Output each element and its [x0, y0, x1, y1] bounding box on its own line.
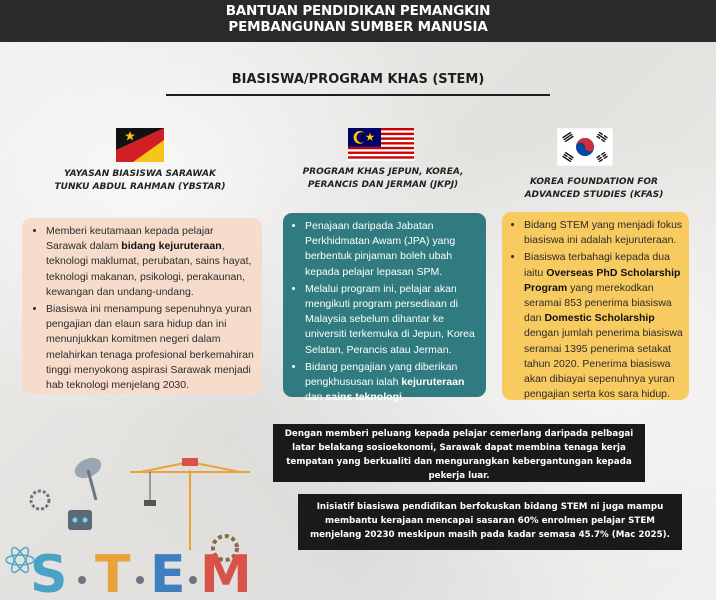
list-item: • Penajaan daripada Jabatan Perkhidmatan Awam (JPA) yang berbentuk pinjaman boleh ubah kepada pelajar lepasan SPM. [305, 219, 480, 280]
list-item: • Biasiswa terbahagi kepada dua iaitu Overseas PhD Scholarship Program yang merekodkan seramai 853 penerima biasiswa dan Domestic Scholarship dengan jumlah penerima biasiswa seramai 1395 penerima setakat tahun 2020. Penerima biasiswa akan dibiayai sepenuhnya yuran pengajian serta kos sara hidup. [524, 250, 683, 402]
target-note: Inisiatif biasiswa pendidikan berfokuskan bidang STEM ni juga mampu membantu kerajaan mencapai sasaran 60% enrolmen pelajar STEM menjelang 20230 meskipun masih pada kadar semasa 45.7% (Mac 2025). [298, 494, 682, 550]
satellite-dish-icon [72, 454, 105, 500]
jkpj-title: PROGRAM KHAS JEPUN, KOREA, PERANCIS DAN JERMAN (JKPJ) [302, 167, 464, 190]
header-line-1: BANTUAN PENDIDIKAN PEMANGKIN [225, 3, 491, 19]
korea-flag-icon [557, 128, 613, 166]
stem-letter-t: T [95, 545, 131, 600]
ybstar-card [22, 218, 262, 394]
page-header [0, 0, 716, 42]
header-line-2: PEMBANGUNAN SUMBER MANUSIA [228, 19, 488, 35]
list-item: • Bidang STEM yang menjadi fokus biasiswa ini adalah kejuruteraan. [524, 218, 683, 248]
stem-illustration [0, 440, 260, 600]
sarawak-flag-icon [116, 128, 164, 162]
list-item: • Melalui program ini, pelajar akan mengikuti program persediaan di Malaysia sebelum dihantar ke universiti terkemuka di Jepun, Korea Selatan, Perancis atau Jerman. [305, 282, 480, 358]
robot-icon [68, 510, 92, 530]
title-divider [166, 94, 550, 96]
kfas-title: KOREA FOUNDATION FOR ADVANCED STUDIES (KFAS) [524, 177, 664, 200]
malaysia-flag-icon [348, 128, 414, 161]
jkpj-card [283, 213, 486, 404]
kfas-card [502, 212, 689, 400]
section-title: BIASISWA/PROGRAM KHAS (STEM) [231, 72, 485, 87]
stem-letter-s: S [30, 545, 68, 600]
list-item: • Bidang pengajian yang diberikan pengkhususan ialah kejuruteraan dan sains teknologi. [305, 360, 480, 406]
stem-letter-m: M [200, 545, 252, 600]
summary-note: Dengan memberi peluang kepada pelajar cemerlang daripada pelbagai latar belakang sosioekonomi, Sarawak dapat membina tenaga kerja tempatan yang berkualiti dan mengurangkan kebergantungan kepada pekerja luar. [273, 424, 645, 482]
list-item: • Biasiswa ini menampung sepenuhnya yuran pengajian dan elaun sara hidup dan ini menunjukkan komitmen negeri dalam melahirkan tenaga profesional berkemahiran tinggi menyokong aspirasi Sarawak menjadi hab teknologi menjelang 2030. [46, 302, 254, 393]
stem-letter-e: E [150, 545, 186, 600]
ybstar-title: YAYASAN BIASISWA SARAWAK TUNKU ABDUL RAHMAN (YBSTAR) [54, 169, 226, 192]
list-item: • Memberi keutamaan kepada pelajar Sarawak dalam bidang kejuruteraan, teknologi maklumat, perubatan, sains hayat, teknologi makanan, psikologi, perakaunan, kewangan dan undang-undang. [46, 224, 254, 300]
gear-icon [31, 491, 49, 509]
